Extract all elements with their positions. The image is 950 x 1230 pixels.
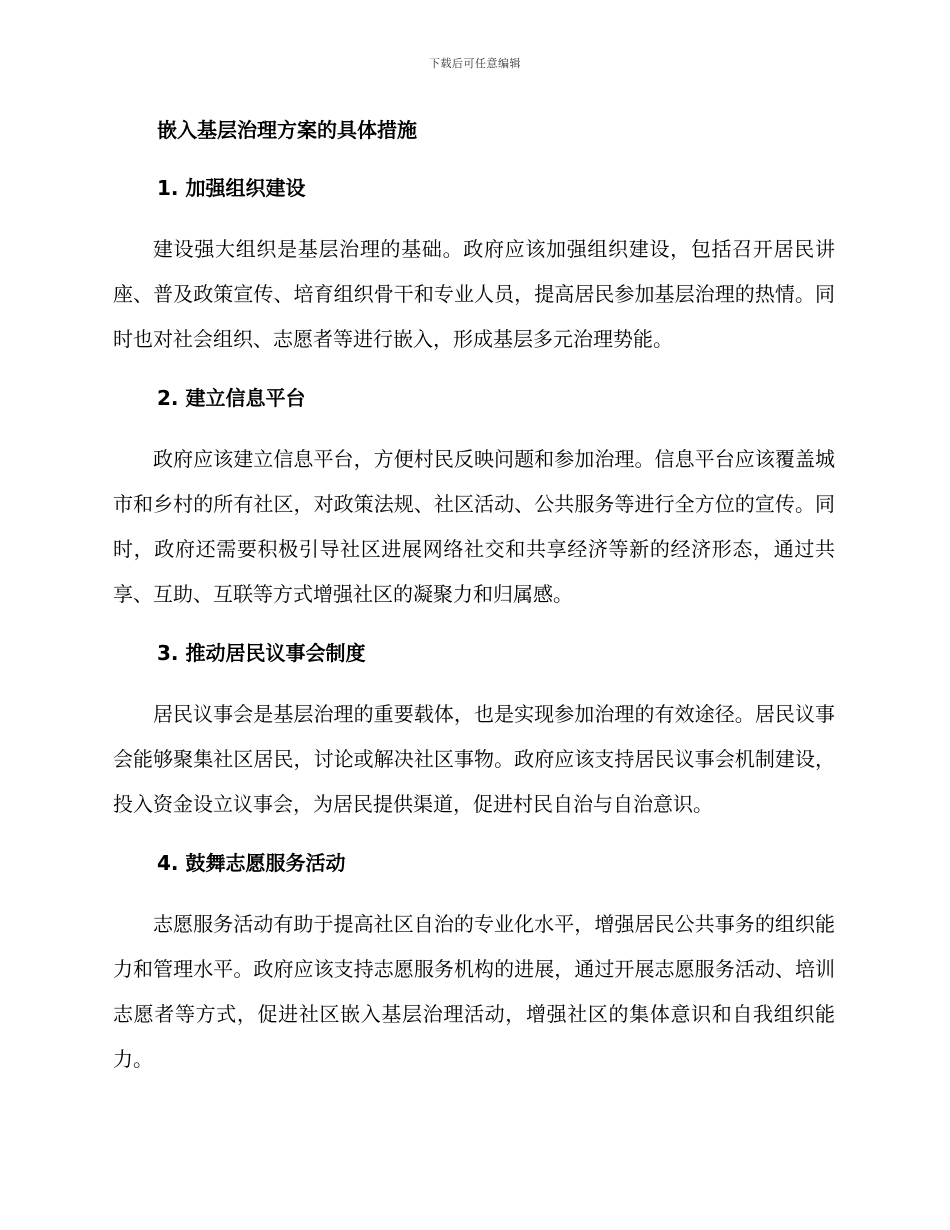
section-info-platform xyxy=(113,381,835,617)
page-header-note: 下载后可任意编辑 xyxy=(429,57,521,70)
section-paragraph: 建设强大组织是基层治理的基础。政府应该加强组织建设，包括召开居民讲座、普及政策宣传、培育组织骨干和专业人员，提高居民参加基层治理的热情。同时也对社会组织、志愿者等进行嵌入，形成基层多元治理势能。 xyxy=(113,237,835,351)
section-paragraph: 居民议事会是基层治理的重要载体，也是实现参加治理的有效途径。居民议事会能够聚集社区居民，讨论或解决社区事物。政府应该支持居民议事会机制建设，投入资金设立议事会，为居民提供渠道，促进村民自治与自治意识。 xyxy=(113,702,835,816)
section-heading: 1. 加强组织建设 xyxy=(157,176,306,200)
section-paragraph: 政府应该建立信息平台，方便村民反映问题和参加治理。信息平台应该覆盖城市和乡村的所有社区，对政策法规、社区活动、公共服务等进行全方位的宣传。同时，政府还需要积极引导社区进展网络社交和共享经济等新的经济形态，通过共享、互助、互联等方式增强社区的凝聚力和归属感。 xyxy=(113,447,835,606)
section-heading: 2. 建立信息平台 xyxy=(157,386,306,410)
section-heading: 4. 鼓舞志愿服务活动 xyxy=(157,851,346,875)
document-body xyxy=(113,113,835,1101)
section-resident-council xyxy=(113,636,835,827)
section-paragraph: 志愿服务活动有助于提高社区自治的专业化水平，增强居民公共事务的组织能力和管理水平。政府应该支持志愿服务机构的进展，通过开展志愿服务活动、培训志愿者等方式，促进社区嵌入基层治理活动，增强社区的集体意识和自我组织能力。 xyxy=(113,912,835,1071)
section-organization xyxy=(113,171,835,362)
section-heading: 3. 推动居民议事会制度 xyxy=(157,641,366,665)
section-volunteer-service xyxy=(113,846,835,1082)
document-title: 嵌入基层治理方案的具体措施 xyxy=(157,118,417,142)
